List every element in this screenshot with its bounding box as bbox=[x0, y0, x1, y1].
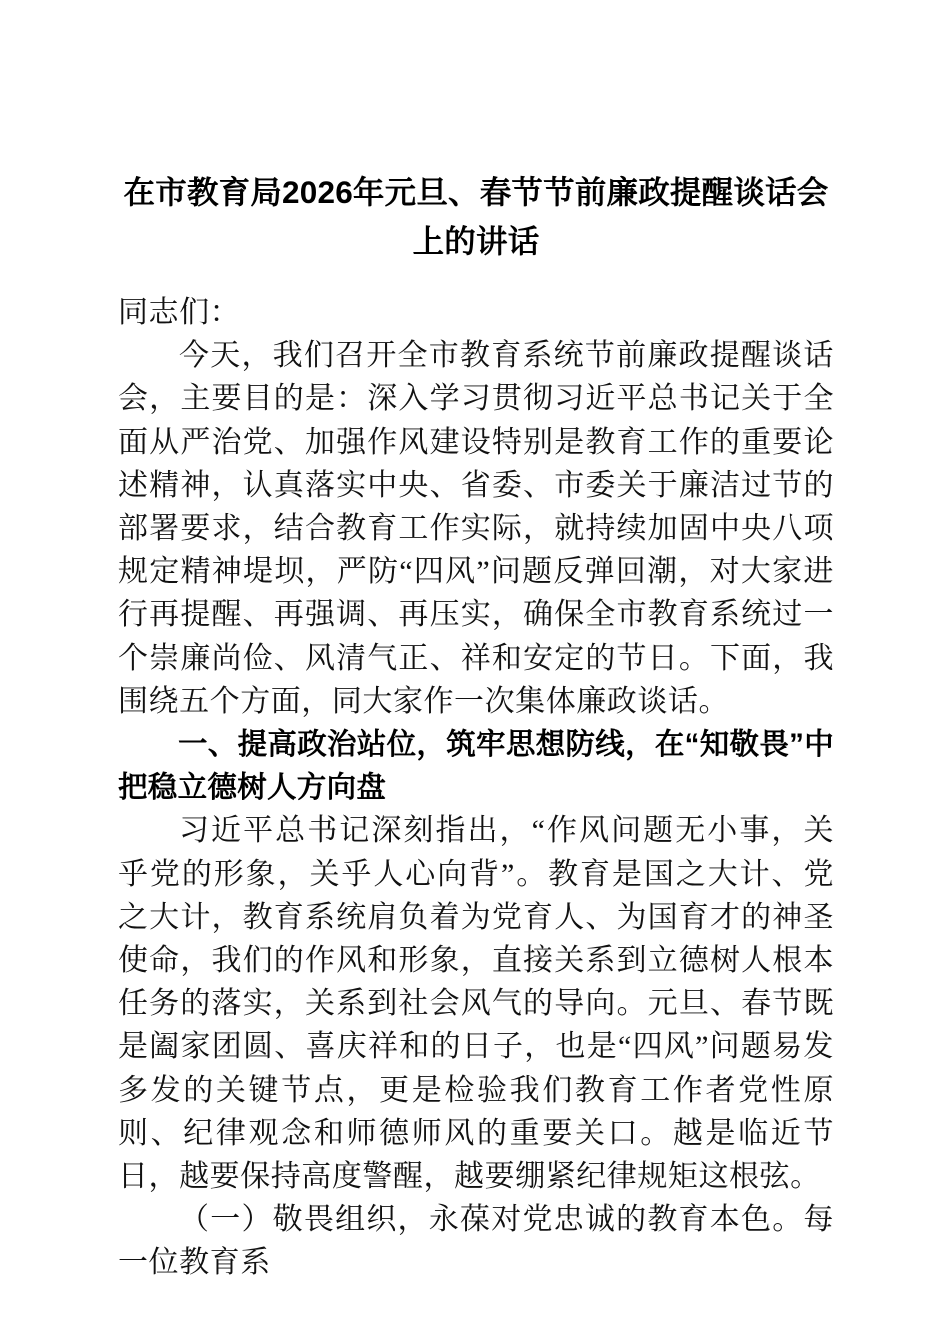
salutation: 同志们： bbox=[118, 296, 241, 329]
document-content-column bbox=[118, 0, 834, 1285]
intro-paragraph: 今天，我们召开全市教育系统节前廉政提醒谈话会，主要目的是：深入学习贯彻习近平总书记关于全面从严治党、加强作风建设特别是教育工作的重要论述精神，认真落实中央、省委、市委关于廉洁过节的部署要求，结合教育工作实际，就持续加固中央八项规定精神堤坝，严防“四风”问题反弹回潮，对大家进行再提醒、再强调、再压实，确保全市教育系统过一个崇廉尚俭、风清气正、祥和安定的节日。下面，我围绕五个方面，同大家作一次集体廉政谈话。 bbox=[118, 339, 834, 718]
page-title: 在市教育局2026年元旦、春节节前廉政提醒谈话会上的讲话 bbox=[123, 174, 829, 259]
section-heading-one: 一、提高政治站位，筑牢思想防线，在“知敬畏”中把稳立德树人方向盘 bbox=[118, 728, 834, 805]
section-paragraph-1: 习近平总书记深刻指出，“作风问题无小事，关乎党的形象，关乎人心向背”。教育是国之大计、党之大计，教育系统肩负着为党育人、为国育才的神圣使命，我们的作风和形象，直接关系到立德树人根本任务的落实，关系到社会风气的导向。元旦、春节既是阖家团圆、喜庆祥和的日子，也是“四风”问题易发多发的关键节点，更是检验我们教育工作者党性原则、纪律观念和师德师风的重要关口。越是临近节日，越要保持高度警醒，越要绷紧纪律规矩这根弦。 bbox=[118, 814, 834, 1194]
section-paragraph-2: （一）敬畏组织，永葆对党忠诚的教育本色。每一位教育系 bbox=[118, 1203, 834, 1280]
